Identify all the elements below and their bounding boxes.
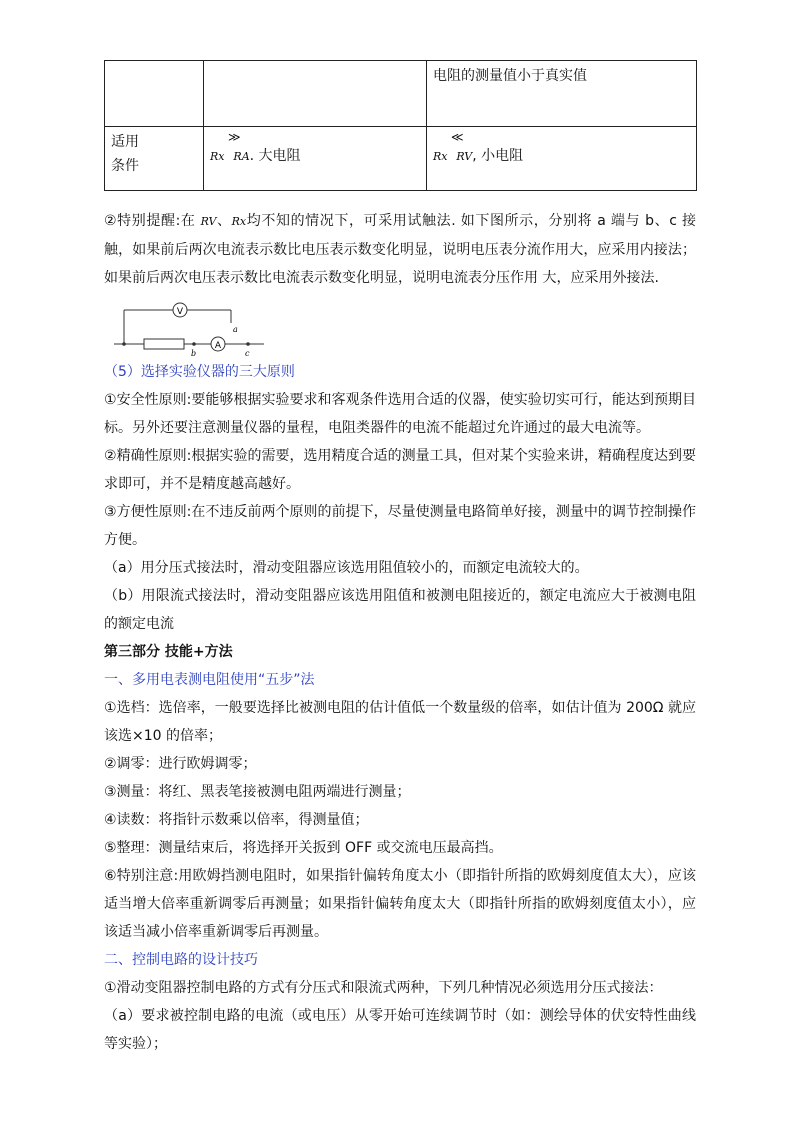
resistance-rx: Rx: [231, 215, 247, 228]
table-cell-external: ≪ Rx RV, 小电阻: [427, 127, 697, 191]
paragraph: ⑥特别注意:用欧姆挡测电阻时，如果指针偏转角度太小（即指针所指的欧姆刻度值太大），应该适当增大倍率重新调零后再测量；如果指针偏转角度太大（即指针所指的欧姆刻度值太小），应该适当减小倍率重新调零后再测量。: [104, 868, 696, 940]
table-cell-label: [105, 127, 204, 191]
resistance-rv: RV: [456, 150, 473, 163]
trial-touch-tip: ②特别提醒:在 RV、Rx均不知的情况下，可采用试触法. 如下图所示，分别将 a 端与 b、c 接触，如果前后两次电流表示数比电压表示数变化明显，说明电压表分流作用大，应采用内接法；如果前后两次电压表示数比电流表示数变化明显，说明电流表分压作用 大，应采用外接法.: [104, 213, 697, 286]
table-cell: [105, 61, 204, 127]
paragraph: ③方便性原则:在不违反前两个原则的前提下，尽量使测量电路简单好接，测量中的调节控制操作方便。: [104, 504, 696, 548]
paragraph: ①安全性原则:要能够根据实验要求和客观条件选用合适的仪器，使实验切实可行，能达到预期目标。另外还要注意测量仪器的量程，电阻类器件的电流不能超过允许通过的最大电流等。: [104, 392, 696, 436]
section-heading: （5）选择实验仪器的三大原则: [104, 364, 295, 380]
paragraph: ③测量：将红、黑表笔接被测电阻两端进行测量；: [104, 784, 411, 800]
comparison-table: [104, 60, 697, 191]
junction-dot: [246, 342, 250, 346]
terminal-c-label: c: [245, 349, 250, 358]
resistance-rv: RV: [200, 215, 217, 228]
table-cell-internal: ≫ Rx RA. 大电阻: [204, 127, 427, 191]
paragraph: （b）用限流式接法时，滑动变阻器应该选用阻值和被测电阻接近的，额定电流应大于被测电阻的额定电流: [104, 588, 696, 632]
junction-dot: [192, 342, 196, 346]
much-less-symbol: ≪: [451, 130, 464, 144]
paragraph: （a）用分压式接法时，滑动变阻器应该选用阻值较小的，而额定电流较大的。: [104, 560, 589, 576]
condition-label-line1: 适用: [111, 134, 139, 150]
document-page: [104, 60, 696, 1058]
table-cell: 电阻的测量值小于真实值: [427, 61, 697, 127]
condition-label-line2: 条件: [111, 158, 139, 174]
terminal-b-label: b: [191, 349, 197, 358]
paragraph: （a）要求被控制电路的电流（或电压）从零开始可连续调节时（如：测绘导体的伏安特性曲线等实验）；: [104, 1008, 696, 1052]
condition-text: 大电阻: [258, 148, 301, 164]
resistance-rx: Rx: [433, 150, 448, 163]
paragraph: ①滑动变阻器控制电路的方式有分压式和限流式两种，下列几种情况必须选用分压式接法：: [104, 980, 663, 996]
much-greater-symbol: ≫: [228, 130, 241, 144]
trial-touch-circuit-diagram: [114, 298, 274, 358]
paragraph: ②精确性原则:根据实验的需要，选用精度合适的测量工具，但对某个实验来讲，精确程度达到要求即可，并不是精度越高越好。: [104, 448, 696, 492]
paragraph: ④读数：将指针示数乘以倍率，得测量值；: [104, 812, 369, 828]
table-row: [105, 127, 697, 191]
resistor-icon: [144, 339, 184, 349]
resistance-ra: RA: [233, 150, 250, 163]
paragraph: ⑤整理：测量结束后，将选择开关扳到 OFF 或交流电压最高挡。: [104, 840, 503, 856]
section-heading: 一、多用电表测电阻使用“五步”法: [104, 672, 315, 688]
terminal-a-label: a: [233, 325, 238, 334]
part-heading: 第三部分 技能+方法: [104, 644, 233, 660]
section-heading: 二、控制电路的设计技巧: [104, 952, 258, 968]
resistance-rx: Rx: [210, 150, 225, 163]
paragraph: ②调零：进行欧姆调零；: [104, 756, 257, 772]
table-cell: [204, 61, 427, 127]
table-row: [105, 61, 697, 127]
paragraph: ①选档：选倍率，一般要选择比被测电阻的估计值低一个数量级的倍率，如估计值为 200Ω 就应该选×10 的倍率；: [104, 700, 696, 744]
ammeter-label: A: [214, 341, 222, 351]
voltmeter-label: V: [176, 307, 184, 317]
junction-dot: [122, 342, 126, 346]
condition-text: 小电阻: [481, 148, 524, 164]
